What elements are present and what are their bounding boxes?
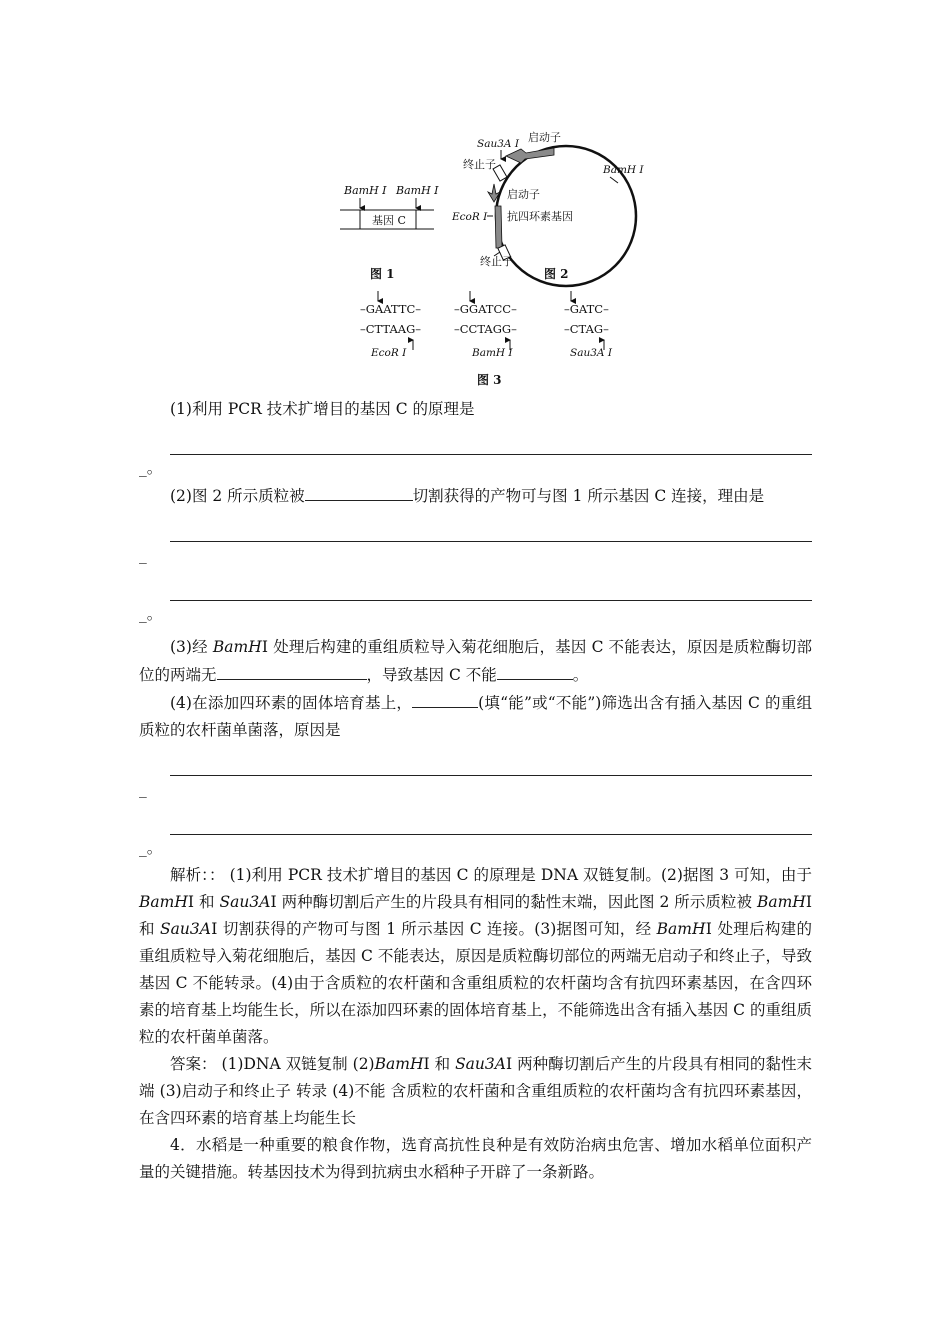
question-1: (1)利用 PCR 技术扩增目的基因 C 的原理是 [170,400,475,418]
bamh-name: BamH Ⅰ [472,347,513,359]
fig2-terminator-bottom: 终止子 [480,255,513,268]
fig1-gene-label: 基因 C [372,214,406,227]
fig1-site-right: BamH Ⅰ [396,184,439,197]
sau-name: Sau3A Ⅰ [570,347,612,359]
fig2-bamh-label: BamH Ⅰ [603,164,644,176]
answer-line-2b[interactable] [170,574,812,601]
figure-1 [340,184,439,281]
fig2-tet-gene: 抗四环素基因 [507,210,573,223]
question-4: (4)在添加四环素的固体培育基上， (填“能”或“不能”)筛选出含有插入基因 C 的重组质粒的农杆菌单菌落，原因是 [139,689,812,744]
fig2-sau3a-label: Sau3A Ⅰ [477,138,519,150]
bamh-seq-top: –GGATCC– [454,302,517,316]
line-end: _。 [139,839,163,857]
fig1-site-left: BamH Ⅰ [344,184,387,197]
blank-cannot[interactable] [497,661,573,680]
answer: 答案： (1)DNA 双链复制 (2)BamHⅠ 和 Sau3AⅠ 两种酶切割后产生的片段具有相同的黏性末端 (3)启动子和终止子 转录 (4)不能 含质粒的农杆菌和含重组质粒的农杆菌均含有抗四环素基因，在含四环素的培育基上均能生长 [139,1055,812,1127]
blank-enzyme[interactable] [305,482,413,501]
line-end: _。 [139,605,163,623]
question-2: (2)图 2 所示质粒被 切割获得的产物可与图 1 所示基因 C 连接，理由是 [139,482,812,510]
fig2-promoter-top: 启动子 [528,131,561,144]
figure-2 [451,130,644,286]
ecor-seq-bottom: –CTTAAG– [360,322,422,336]
analysis: 解析：： (1)利用 PCR 技术扩增目的基因 C 的原理是 DNA 双链复制。(2)据图 3 可知，由于 BamHⅠ 和 Sau3AⅠ 两种酶切割后产生的片段具有相同的黏性末端，因此图 2 所示质粒被 BamHⅠ 和 Sau3AⅠ 切割获得的产物可与图 1 所示基因 C 连接。(3)据图可知，经 BamHⅠ 处理后构建的重组质粒导入菊花细胞后，基因 C 不能表达，原因是质粒酶切部位的两端无启动子和终止子，导致基因 C 不能转录。(4)由于含质粒的农杆菌和含重组质粒的农杆菌均含有抗四环素基因，在含四环素的培育基上均能生长，所以在添加四环素的固体培育基上，不能筛选出含有插入基因 C 的重组质粒的农杆菌单菌落。 [139,866,812,1046]
sau-seq-top: –GATC– [564,302,609,316]
document-body [139,396,812,1186]
tet-gene-block [495,206,502,248]
fig2-ecor-label: EcoR Ⅰ [452,211,488,223]
blank-can-or-not[interactable] [412,689,478,708]
line-end: _ [139,546,147,564]
bamh-seq-bottom: –CCTAGG– [454,322,517,336]
promoter-top-arrow [506,148,554,163]
fig2-caption: 图 2 [544,267,569,281]
fig3-caption: 图 3 [477,373,502,387]
answer-line-1[interactable] [170,428,812,455]
blank-missing-elements[interactable] [217,661,367,680]
figure-diagram [330,128,670,390]
line-end: _ [139,780,147,798]
fig2-terminator-top: 终止子 [463,158,496,171]
fig1-caption: 图 1 [370,267,395,281]
answer-line-4a[interactable] [170,749,812,776]
ecor-seq-top: –GAATTC– [360,302,422,316]
line-end: _。 [139,459,163,477]
figure-3 [360,291,613,387]
sau-seq-bottom: –CTAG– [564,322,609,336]
answer-line-2a[interactable] [170,515,812,542]
fig2-promoter-inner: 启动子 [507,188,540,201]
answer-line-4b[interactable] [170,808,812,835]
ecor-name: EcoR Ⅰ [371,347,407,359]
question-3: (3)经 BamHⅠ 处理后构建的重组质粒导入菊花细胞后，基因 C 不能表达，原因是质粒酶切部位的两端无 ，导致基因 C 不能 。 [139,638,812,684]
question-next: 4．水稻是一种重要的粮食作物，选育高抗性良种是有效防治病虫危害、增加水稻单位面积产量的关键措施。转基因技术为得到抗病虫水稻种子开辟了一条新路。 [139,1136,812,1181]
